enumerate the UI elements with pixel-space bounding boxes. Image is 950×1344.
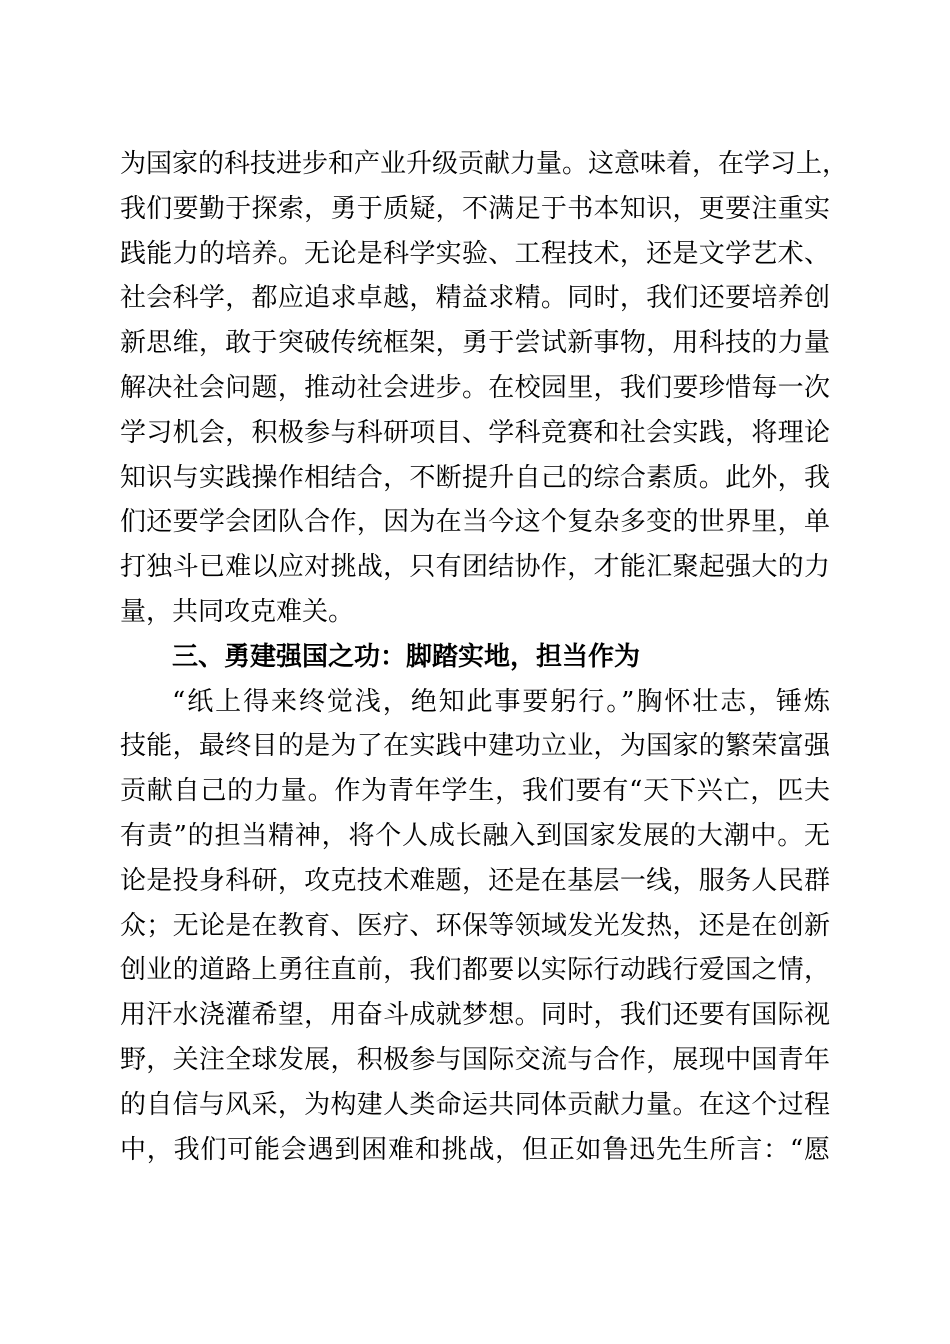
body-line: 众；无论是在教育、医疗、环保等领域发光发热，还是在创新 <box>120 910 830 941</box>
body-line: 中，我们可能会遇到困难和挑战，但正如鲁迅先生所言：“愿 <box>120 1134 830 1165</box>
body-line: 知识与实践操作相结合，不断提升自己的综合素质。此外，我 <box>120 462 830 493</box>
body-line: 解决社会问题，推动社会进步。在校园里，我们要珍惜每一次 <box>120 372 830 403</box>
body-line: 有责”的担当精神，将个人成长融入到国家发展的大潮中。无 <box>120 820 830 851</box>
body-line: 野，关注全球发展，积极参与国际交流与合作，展现中国青年 <box>120 1044 830 1075</box>
body-line: 社会科学，都应追求卓越，精益求精。同时，我们还要培养创 <box>120 283 830 314</box>
body-line: 创业的道路上勇往直前，我们都要以实际行动践行爱国之情， <box>120 955 830 986</box>
body-line: 我们要勤于探索，勇于质疑，不满足于书本知识，更要注重实 <box>120 193 830 224</box>
body-line: 们还要学会团队合作，因为在当今这个复杂多变的世界里，单 <box>120 507 830 538</box>
body-line: 的自信与风采，为构建人类命运共同体贡献力量。在这个过程 <box>120 1089 830 1120</box>
body-line: “纸上得来终觉浅，绝知此事要躬行。”胸怀壮志，锤炼 <box>172 686 830 717</box>
body-line: 论是投身科研，攻克技术难题，还是在基层一线，服务人民群 <box>120 865 830 896</box>
body-line: 贡献自己的力量。作为青年学生，我们要有“天下兴亡，匹夫 <box>120 776 830 807</box>
body-line: 打独斗已难以应对挑战，只有团结协作，才能汇聚起强大的力 <box>120 552 830 583</box>
body-line: 技能，最终目的是为了在实践中建功立业，为国家的繁荣富强 <box>120 731 830 762</box>
body-line: 量，共同攻克难关。 <box>120 596 355 627</box>
document-body <box>120 142 849 1172</box>
body-line: 为国家的科技进步和产业升级贡献力量。这意味着，在学习上， <box>120 149 849 179</box>
body-line: 用汗水浇灌希望，用奋斗成就梦想。同时，我们还要有国际视 <box>120 1000 830 1031</box>
section-heading: 三、勇建强国之功：脚踏实地，担当作为 <box>172 641 641 672</box>
body-line: 新思维，敢于突破传统框架，勇于尝试新事物，用科技的力量 <box>120 328 830 359</box>
body-line: 学习机会，积极参与科研项目、学科竞赛和社会实践，将理论 <box>120 417 830 448</box>
body-line: 践能力的培养。无论是科学实验、工程技术，还是文学艺术、 <box>120 238 830 269</box>
